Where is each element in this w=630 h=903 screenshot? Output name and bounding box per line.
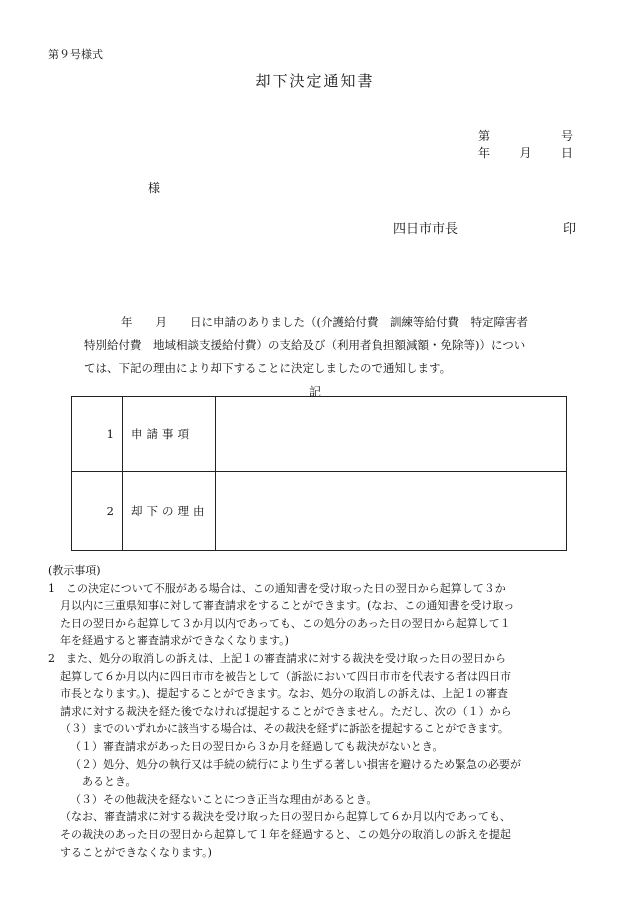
intro-line: 年 月 日に申請のありました（(介護給付費 訓練等給付費 特定障害者 [121, 315, 528, 329]
table-row [72, 397, 567, 472]
row-label: 却下の理由 [123, 472, 216, 551]
issuer-name: 四日市市長 [393, 222, 459, 237]
instructions-section [48, 562, 588, 861]
row-value [216, 472, 567, 551]
intro-line: ては、下記の理由により却下することに決定しましたので通知します。 [84, 361, 452, 375]
intro-paragraph [84, 311, 584, 380]
instructions-heading: (教示事項) [48, 564, 101, 577]
note-line: 請求に対する裁決を経た後でなければ提起することができません。ただし、次の（１）から [60, 704, 512, 718]
row-number: 2 [72, 472, 123, 551]
note-line: （なお、審査請求に対する裁決を受け取った日の翌日から起算して６か月以内であっても、 [60, 810, 511, 824]
note-line: 起算して６か月以内に四日市市を被告として（訴訟において四日市市を代表する者は四日市 [60, 669, 511, 683]
reference-date-line [478, 145, 573, 162]
note-line: た日の翌日から起算して３か月以内であっても、この処分のあった日の翌日から起算して１ [60, 616, 511, 630]
note-line: （３）その他裁決を経ないことにつき正当な理由があるとき。 [70, 792, 378, 806]
ki-label: 記 [308, 385, 321, 399]
table-row [72, 472, 567, 551]
note-line: （２）処分、処分の執行又は手続の続行により生ずる著しい損害を避けるため緊急の必要が [70, 757, 521, 771]
note-line: 年を経過すると審査請求ができなくなります。) [60, 634, 289, 648]
note-line: （３）までのいずれかに該当する場合は、その裁決を経ずに訴訟を提起することができます。 [60, 722, 509, 736]
form-number: 第９号様式 [48, 48, 103, 61]
note-line: 市長となります。)、提起することができます。なお、処分の取消しの訴えは、上記１の審査 [60, 687, 509, 701]
date-day: 日 [560, 146, 573, 160]
note-line: その裁決のあった日の翌日から起算して１年を経過すると、この処分の取消しの訴えを提起 [60, 827, 511, 841]
reference-number-suffix: 号 [560, 129, 573, 143]
row-number: 1 [72, 397, 123, 472]
note-line: することができなくなります。) [60, 845, 212, 859]
record-table [71, 396, 567, 551]
row-value [216, 397, 567, 472]
note-line: 1 この決定について不服がある場合は、この通知書を受け取った日の翌日から起算して３か [48, 581, 506, 595]
reference-number-line [478, 128, 573, 145]
seal-mark: 印 [563, 222, 577, 237]
document-title: 却下決定通知書 [255, 72, 375, 90]
note-line: 月以内に三重県知事に対して審査請求をすることができます。(なお、この通知書を受け取っ [60, 599, 515, 613]
note-line: （１）審査請求があった日の翌日から３か月を経過しても裁決がないとき。 [70, 739, 444, 753]
row-label: 申請事項 [123, 397, 216, 472]
date-year: 年 [478, 146, 491, 160]
date-month: 月 [519, 146, 532, 160]
addressee-suffix: 様 [148, 181, 161, 195]
note-line: あるとき。 [82, 775, 137, 789]
intro-line: 特別給付費 地域相談支援給付費）の支給及び（利用者負担額減額・免除等)）につい [84, 338, 526, 352]
reference-block [478, 128, 573, 162]
note-line: 2 また、処分の取消しの訴えは、上記１の審査請求に対する裁決を受け取った日の翌日から [48, 651, 506, 665]
reference-number-prefix: 第 [478, 129, 491, 143]
